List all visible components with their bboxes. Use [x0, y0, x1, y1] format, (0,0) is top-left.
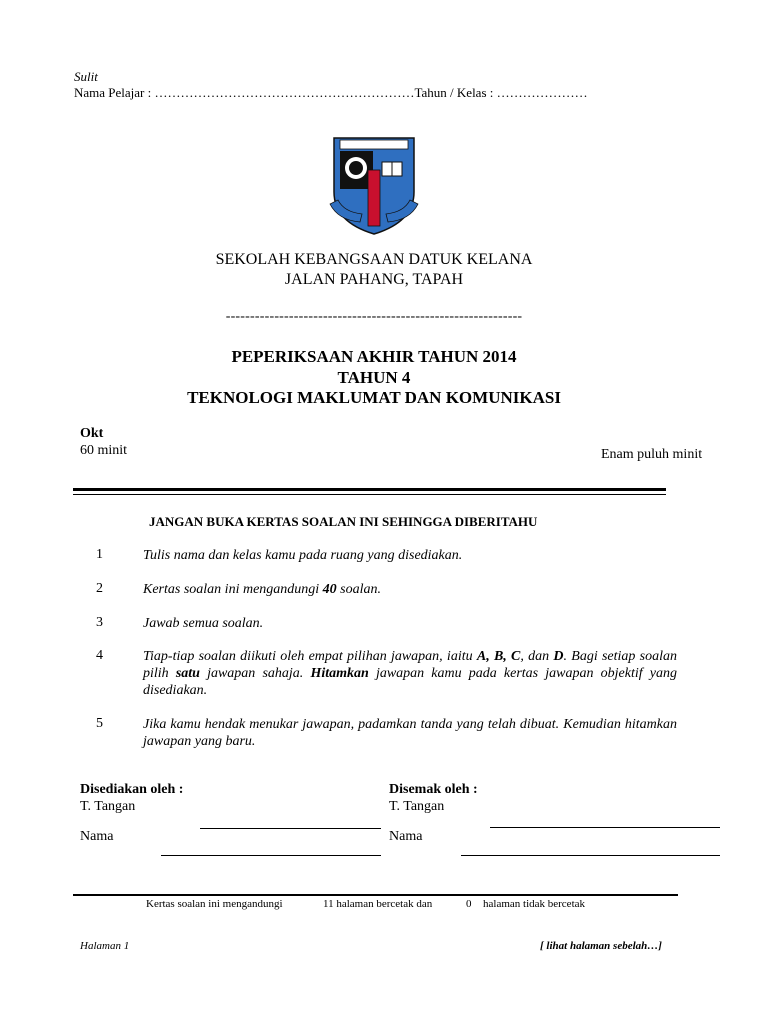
- instruction-text: Jawab semua soalan.: [143, 616, 264, 631]
- exam-subject: TEKNOLOGI MAKLUMAT DAN KOMUNIKASI: [187, 388, 561, 407]
- divider-thin: [73, 494, 666, 495]
- school-address: JALAN PAHANG, TAPAH: [284, 271, 464, 288]
- exam-title: PEPERIKSAAN AKHIR TAHUN 2014: [231, 347, 517, 366]
- prepared-by-label: Disediakan oleh :: [80, 782, 184, 797]
- instruction-item: [96, 648, 678, 700]
- instruction-text: Kertas soalan ini mengandungi 40 soalan.: [143, 582, 382, 597]
- checked-name-label: Nama: [389, 829, 423, 844]
- instructions-heading: JANGAN BUKA KERTAS SOALAN INI SEHINGGA DIBERITAHU: [149, 514, 538, 529]
- checked-signature-line: [490, 827, 720, 828]
- school-crest-logo: [328, 134, 420, 238]
- instruction-item: [96, 716, 678, 752]
- student-name-blank: ……………………………………………………: [154, 85, 415, 100]
- student-info-line: [74, 85, 588, 101]
- dashed-separator: -------------------------------------------------------------: [225, 309, 523, 324]
- instruction-number: 3: [96, 615, 103, 630]
- printed-pages-count: 11 halaman bercetak dan: [323, 898, 433, 910]
- instruction-text: Tulis nama dan kelas kamu pada ruang yang disediakan.: [143, 548, 463, 563]
- blank-pages-count: 0: [466, 898, 472, 910]
- instruction-number: 4: [96, 648, 103, 663]
- blank-pages-label: halaman tidak bercetak: [483, 898, 586, 910]
- checked-by-label: Disemak oleh :: [389, 782, 478, 797]
- instruction-text: Tiap-tiap soalan diikuti oleh empat pilihan jawapan, iaitu A, B, C, dan D. Bagi setiap soalan pilih satu jawapan sahaja. Hitamkan jawapan kamu pada kertas jawapan objektif yang disediakan.: [143, 649, 678, 698]
- student-name-label: Nama Pelajar :: [74, 85, 155, 100]
- page-number: Halaman 1: [80, 940, 130, 952]
- exam-year-level: TAHUN 4: [337, 368, 411, 387]
- class-blank: …………………: [496, 85, 588, 100]
- prepared-signature-line: [200, 828, 381, 829]
- exam-month: Okt: [80, 426, 104, 441]
- instruction-number: 1: [96, 547, 103, 562]
- next-page-note: [ lihat halaman sebelah…]: [540, 940, 662, 952]
- school-name: SEKOLAH KEBANGSAAN DATUK KELANA: [215, 251, 533, 268]
- divider-thick: [73, 488, 666, 491]
- question-count: 40: [322, 582, 337, 597]
- footer-divider: [73, 894, 678, 896]
- prepared-name-line: [161, 855, 381, 856]
- instruction-text: Jika kamu hendak menukar jawapan, padamkan tanda yang telah dibuat. Kemudian hitamkan jawapan yang baru.: [143, 717, 677, 749]
- instruction-number: 2: [96, 581, 103, 596]
- exam-duration-words: Enam puluh minit: [601, 447, 703, 462]
- confidential-label: Sulit: [74, 69, 98, 84]
- class-label: Tahun / Kelas :: [414, 85, 497, 100]
- checked-name-line: [461, 855, 720, 856]
- prepared-signature-label: T. Tangan: [80, 799, 136, 814]
- checked-signature-label: T. Tangan: [389, 799, 445, 814]
- exam-duration: 60 minit: [80, 443, 128, 458]
- instruction-number: 5: [96, 716, 103, 731]
- prepared-name-label: Nama: [80, 829, 114, 844]
- page-count-note: Kertas soalan ini mengandungi: [146, 898, 283, 910]
